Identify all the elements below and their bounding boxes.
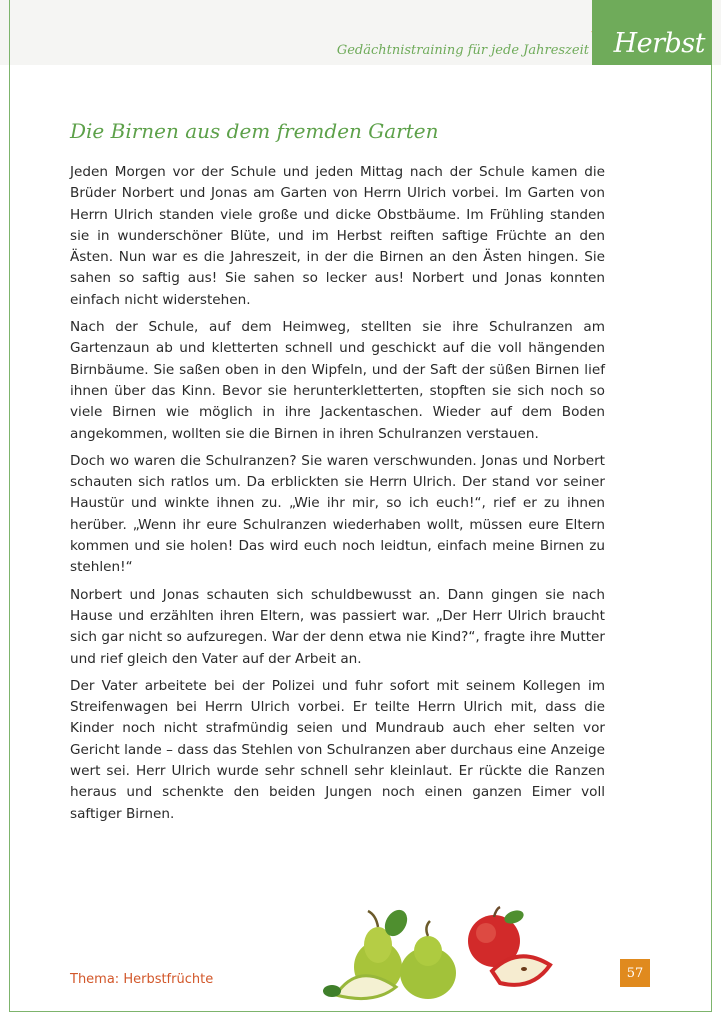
page-title: Die Birnen aus dem fremden Garten <box>70 119 439 143</box>
season-tab <box>592 0 712 65</box>
series-title: Gedächtnistraining für jede Jahreszeit <box>336 43 589 58</box>
paragraph: Jeden Morgen vor der Schule und jeden Mittag nach der Schule kamen die Brüder Norbert und Jonas am Garten von Herrn Ulrich vorbei. Im Garten von Herrn Ulrich standen viele große und dicke Obstbäume. Im Frühling standen sie in wunderschöner Blüte, und im Herbst reiften saftige Früchte an den Ästen. Nun war es die Jahreszeit, in der die Birnen an den Ästen hingen. Sie sahen so saftig aus! Sie sahen so lecker aus! Norbert und Jonas konnten einfach nicht widerstehen. <box>70 164 605 308</box>
pear-icon <box>323 906 456 999</box>
footer-topic: Thema: Herbstfrüchte <box>70 972 214 987</box>
fruit-illustration <box>318 905 558 1005</box>
page-number: 57 <box>620 959 650 987</box>
apple-icon <box>468 907 550 985</box>
paragraph: Nach der Schule, auf dem Heimweg, stellten sie ihre Schulranzen am Gartenzaun ab und kletterten schnell und geschickt auf die voll hängenden Birnbäume. Sie saßen oben in den Wipfeln, und der Saft der süßen Birnen lief ihnen über das Kinn. Bevor sie herunterkletterten, stopften sie sich noch so viele Birnen wie möglich in ihre Jackentaschen. Wieder auf dem Boden angekommen, wollten sie die Birnen in ihren Schulranzen verstauen. <box>70 319 605 442</box>
paragraph: Norbert und Jonas schauten sich schuldbewusst an. Dann gingen sie nach Hause und erzählten ihren Eltern, was passiert war. „Der Herr Ulrich braucht sich gar nicht so aufzuregen. War der denn etwa nie Kind?“, fragte ihre Mutter und rief gleich den Vater auf der Arbeit an. <box>70 586 605 667</box>
paragraph: Der Vater arbeitete bei der Polizei und fuhr sofort mit seinem Kollegen im Streifenwagen bei Herrn Ulrich vorbei. Er teilte Herrn Ulrich mit, dass die Kinder noch nicht strafmündig seien und Mundraub auch eher selten vor Gericht lande – dass das Stehlen von Schulranzen aber durchaus eine Anzeige wert sei. Herr Ulrich wurde sehr schnell sehr kleinlaut. Er rückte die Ranzen heraus und schenkte den beiden Jungen noch einen ganzen Eimer voll saftiger Birnen. <box>70 677 605 822</box>
article-body <box>70 162 605 831</box>
paragraph: Doch wo waren die Schulranzen? Sie waren verschwunden. Jonas und Norbert schauten sich ratlos um. Da erblickten sie Herrn Ulrich. Der stand vor seiner Haustür und winkte ihnen zu. „Wie ihr mir, so ich euch!“, rief er zu ihnen herüber. „Wenn ihr eure Schulranzen wiederhaben wollt, müssen eure Eltern kommen und sie holen! Das wird euch noch leidtun, einfach meine Birnen zu stehlen!“ <box>70 452 605 576</box>
season-label: Herbst <box>613 28 705 59</box>
